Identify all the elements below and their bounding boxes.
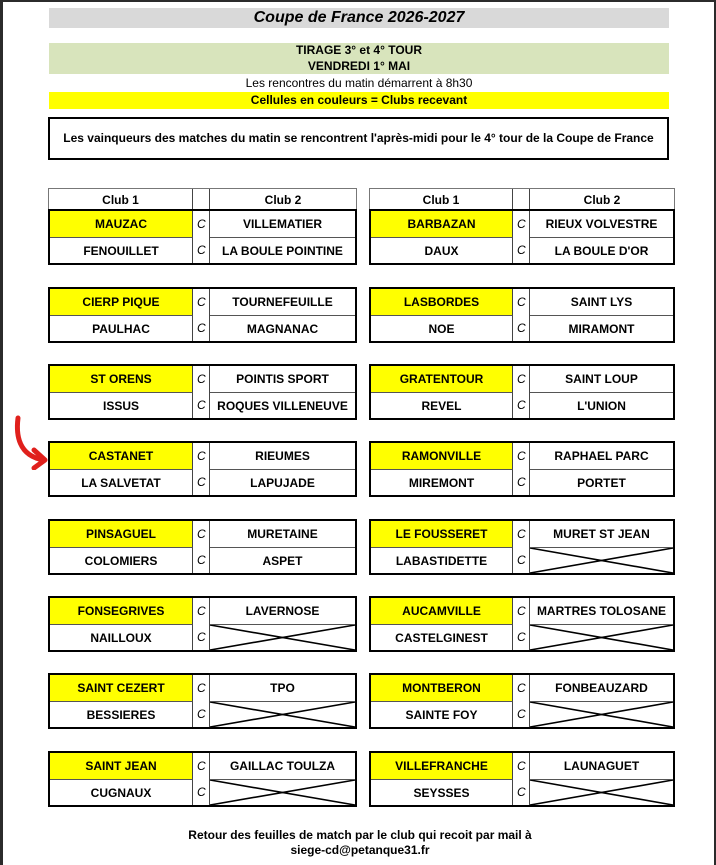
- vs-marker: C: [193, 469, 210, 495]
- page-title: Coupe de France 2026-2027: [49, 8, 669, 28]
- table-row: [50, 779, 355, 805]
- second-club-cell[interactable]: NAILLOUX: [50, 624, 193, 650]
- crossed-out-icon: [530, 780, 673, 805]
- table-row: [50, 366, 355, 392]
- home-club-cell[interactable]: CIERP PIQUE: [50, 289, 193, 315]
- vs-marker: C: [193, 753, 210, 779]
- match-group: [48, 287, 357, 343]
- table-row: [50, 701, 355, 727]
- vs-marker: C: [513, 366, 530, 392]
- column-header-club1: Club 1: [370, 189, 513, 210]
- second-club-cell[interactable]: FENOUILLET: [50, 237, 193, 263]
- start-time-text: Les rencontres du matin démarrent à 8h30: [245, 76, 473, 90]
- table-row: [50, 211, 355, 237]
- crossed-out-icon: [210, 780, 355, 805]
- window-border-top: [0, 0, 716, 2]
- vs-marker: C: [513, 598, 530, 624]
- opponent-club-cell[interactable]: PORTET: [530, 469, 673, 495]
- vs-marker: C: [513, 211, 530, 237]
- home-club-cell[interactable]: PINSAGUEL: [50, 521, 193, 547]
- table-row: [371, 366, 673, 392]
- second-club-cell[interactable]: BESSIERES: [50, 701, 193, 727]
- table-row: [371, 289, 673, 315]
- table-row: [371, 443, 673, 469]
- empty-crossed-cell: [210, 779, 355, 805]
- table-row: [371, 237, 673, 263]
- table-header: [369, 188, 675, 211]
- vs-marker: C: [513, 392, 530, 418]
- opponent-club-cell[interactable]: SAINT LOUP: [565, 372, 638, 386]
- home-club-cell[interactable]: GRATENTOUR: [371, 366, 513, 392]
- vs-marker: C: [513, 701, 530, 727]
- second-club-cell[interactable]: ISSUS: [50, 392, 193, 418]
- crossed-out-icon: [210, 625, 355, 650]
- crossed-out-icon: [210, 702, 355, 727]
- footer-email-link[interactable]: siege-cd@petanque31.fr: [290, 843, 430, 857]
- crossed-out-icon: [530, 702, 673, 727]
- opponent-club-cell[interactable]: MAGNANAC: [210, 315, 355, 341]
- vs-marker: C: [193, 547, 210, 573]
- second-club-cell[interactable]: SAINTE FOY: [371, 701, 513, 727]
- opponent-club-cell[interactable]: VILLEMATIER: [242, 217, 323, 231]
- empty-crossed-cell: [210, 701, 355, 727]
- table-row: [50, 315, 355, 341]
- match-group: [369, 673, 675, 729]
- table-row: [371, 779, 673, 805]
- vs-marker: C: [193, 701, 210, 727]
- draw-date-label: VENDREDI 1° MAI: [307, 58, 411, 73]
- vs-marker: C: [513, 779, 530, 805]
- vs-marker: C: [513, 753, 530, 779]
- table-row: [371, 624, 673, 650]
- footer-instructions: [150, 828, 570, 858]
- table-row: [371, 211, 673, 237]
- home-club-cell[interactable]: MONTBERON: [371, 675, 513, 701]
- second-club-cell[interactable]: MIREMONT: [371, 469, 513, 495]
- match-group: [369, 364, 675, 420]
- vs-marker: C: [193, 598, 210, 624]
- table-row: [50, 443, 355, 469]
- match-group: [369, 441, 675, 497]
- footer-text: Retour des feuilles de match par le club qui recoit par mail à: [188, 828, 532, 842]
- table-row: [50, 392, 355, 418]
- second-club-cell[interactable]: CASTELGINEST: [371, 624, 513, 650]
- opponent-club-cell[interactable]: LA BOULE POINTINE: [210, 237, 355, 263]
- match-group: [369, 751, 675, 807]
- home-club-cell[interactable]: BARBAZAN: [371, 211, 513, 237]
- table-row: [50, 547, 355, 573]
- opponent-club-cell[interactable]: POINTIS SPORT: [236, 372, 329, 386]
- vs-marker: C: [513, 547, 530, 573]
- match-group: [369, 209, 675, 265]
- opponent-club-cell[interactable]: LAUNAGUET: [563, 759, 640, 773]
- vs-marker: C: [513, 469, 530, 495]
- vs-marker: C: [193, 779, 210, 805]
- second-club-cell[interactable]: REVEL: [371, 392, 513, 418]
- table-row: [50, 675, 355, 701]
- vs-marker: C: [193, 521, 210, 547]
- legend-banner: Cellules en couleurs = Clubs recevant: [49, 92, 669, 109]
- opponent-club-cell[interactable]: TOURNEFEUILLE: [232, 295, 333, 309]
- vs-marker: C: [193, 289, 210, 315]
- opponent-club-cell[interactable]: LAVERNOSE: [245, 604, 320, 618]
- vs-marker: C: [513, 521, 530, 547]
- vs-marker: C: [193, 315, 210, 341]
- red-arrow-icon: [10, 414, 50, 470]
- table-row: [50, 237, 355, 263]
- match-group: [48, 596, 357, 652]
- table-row: [371, 392, 673, 418]
- match-group: [48, 519, 357, 575]
- home-club-cell[interactable]: CASTANET: [50, 443, 193, 469]
- table-row: [371, 469, 673, 495]
- second-club-cell[interactable]: NOE: [371, 315, 513, 341]
- opponent-club-cell[interactable]: RIEUX VOLVESTRE: [545, 217, 658, 231]
- vs-marker: C: [193, 211, 210, 237]
- crossed-out-icon: [530, 548, 673, 573]
- opponent-club-cell[interactable]: SAINT LYS: [570, 295, 633, 309]
- opponent-club-cell[interactable]: MARTRES TOLOSANE: [536, 604, 667, 618]
- second-club-cell[interactable]: CUGNAUX: [50, 779, 193, 805]
- draw-info-banner: [49, 43, 669, 74]
- table-row: [371, 675, 673, 701]
- table-header: [48, 188, 357, 211]
- column-header-vs: [193, 189, 210, 210]
- vs-marker: C: [513, 289, 530, 315]
- table-row: [50, 624, 355, 650]
- table-row: [50, 521, 355, 547]
- home-club-cell[interactable]: SAINT JEAN: [50, 753, 193, 779]
- vs-marker: C: [193, 443, 210, 469]
- opponent-club-cell[interactable]: MURETAINE: [247, 527, 318, 541]
- draw-round-label: TIRAGE 3° et 4° TOUR: [295, 43, 423, 57]
- home-club-cell[interactable]: RAMONVILLE: [371, 443, 513, 469]
- vs-marker: C: [193, 237, 210, 263]
- table-row: [50, 289, 355, 315]
- opponent-club-cell[interactable]: MIRAMONT: [530, 315, 673, 341]
- window-border-left: [0, 0, 3, 865]
- empty-crossed-cell: [530, 701, 673, 727]
- opponent-club-cell[interactable]: L'UNION: [530, 392, 673, 418]
- second-club-cell[interactable]: LABASTIDETTE: [371, 547, 513, 573]
- table-row: [50, 469, 355, 495]
- vs-marker: C: [193, 675, 210, 701]
- table-row: [50, 598, 355, 624]
- table-row: [371, 598, 673, 624]
- match-group: [48, 441, 357, 497]
- second-club-cell[interactable]: LA SALVETAT: [50, 469, 193, 495]
- opponent-club-cell[interactable]: RAPHAEL PARC: [554, 449, 649, 463]
- match-group: [369, 519, 675, 575]
- column-header-club2: Club 2: [583, 192, 621, 207]
- empty-crossed-cell: [530, 624, 673, 650]
- match-group: [48, 364, 357, 420]
- home-club-cell[interactable]: LE FOUSSERET: [371, 521, 513, 547]
- home-club-cell[interactable]: AUCAMVILLE: [371, 598, 513, 624]
- match-group: [369, 596, 675, 652]
- opponent-club-cell[interactable]: GAILLAC TOULZA: [229, 759, 336, 773]
- empty-crossed-cell: [530, 547, 673, 573]
- empty-crossed-cell: [210, 624, 355, 650]
- column-header-club1: Club 1: [49, 189, 193, 210]
- opponent-club-cell[interactable]: ASPET: [210, 547, 355, 573]
- second-club-cell[interactable]: PAULHAC: [50, 315, 193, 341]
- home-club-cell[interactable]: MAUZAC: [50, 211, 193, 237]
- table-row: [371, 315, 673, 341]
- opponent-club-cell[interactable]: ROQUES VILLENEUVE: [210, 392, 355, 418]
- home-club-cell[interactable]: LASBORDES: [371, 289, 513, 315]
- vs-marker: C: [193, 624, 210, 650]
- match-group: [48, 673, 357, 729]
- match-group: [369, 287, 675, 343]
- vs-marker: C: [513, 315, 530, 341]
- home-club-cell[interactable]: VILLEFRANCHE: [371, 753, 513, 779]
- match-group: [48, 209, 357, 265]
- table-row: [371, 521, 673, 547]
- home-club-cell[interactable]: FONSEGRIVES: [50, 598, 193, 624]
- vs-marker: C: [513, 237, 530, 263]
- opponent-club-cell[interactable]: LAPUJADE: [210, 469, 355, 495]
- table-row: [50, 753, 355, 779]
- column-header-club2: Club 2: [264, 192, 302, 207]
- second-club-cell[interactable]: COLOMIERS: [50, 547, 193, 573]
- opponent-club-cell[interactable]: RIEUMES: [255, 449, 310, 463]
- table-row: [371, 547, 673, 573]
- second-club-cell[interactable]: DAUX: [371, 237, 513, 263]
- table-row: [371, 753, 673, 779]
- home-club-cell[interactable]: SAINT CEZERT: [50, 675, 193, 701]
- vs-marker: C: [513, 443, 530, 469]
- crossed-out-icon: [530, 625, 673, 650]
- opponent-club-cell[interactable]: TPO: [270, 681, 295, 695]
- match-group: [48, 751, 357, 807]
- table-row: [371, 701, 673, 727]
- vs-marker: C: [513, 675, 530, 701]
- opponent-club-cell[interactable]: MURET ST JEAN: [553, 527, 650, 541]
- opponent-club-cell[interactable]: LA BOULE D'OR: [530, 237, 673, 263]
- empty-crossed-cell: [530, 779, 673, 805]
- afternoon-note-box: Les vainqueurs des matches du matin se rencontrent l'après-midi pour le 4° tour de la Coupe de France: [48, 117, 669, 160]
- column-header-vs: [513, 189, 530, 210]
- opponent-club-cell[interactable]: FONBEAUZARD: [555, 681, 648, 695]
- vs-marker: C: [193, 366, 210, 392]
- second-club-cell[interactable]: SEYSSES: [371, 779, 513, 805]
- vs-marker: C: [513, 624, 530, 650]
- vs-marker: C: [193, 392, 210, 418]
- home-club-cell[interactable]: ST ORENS: [50, 366, 193, 392]
